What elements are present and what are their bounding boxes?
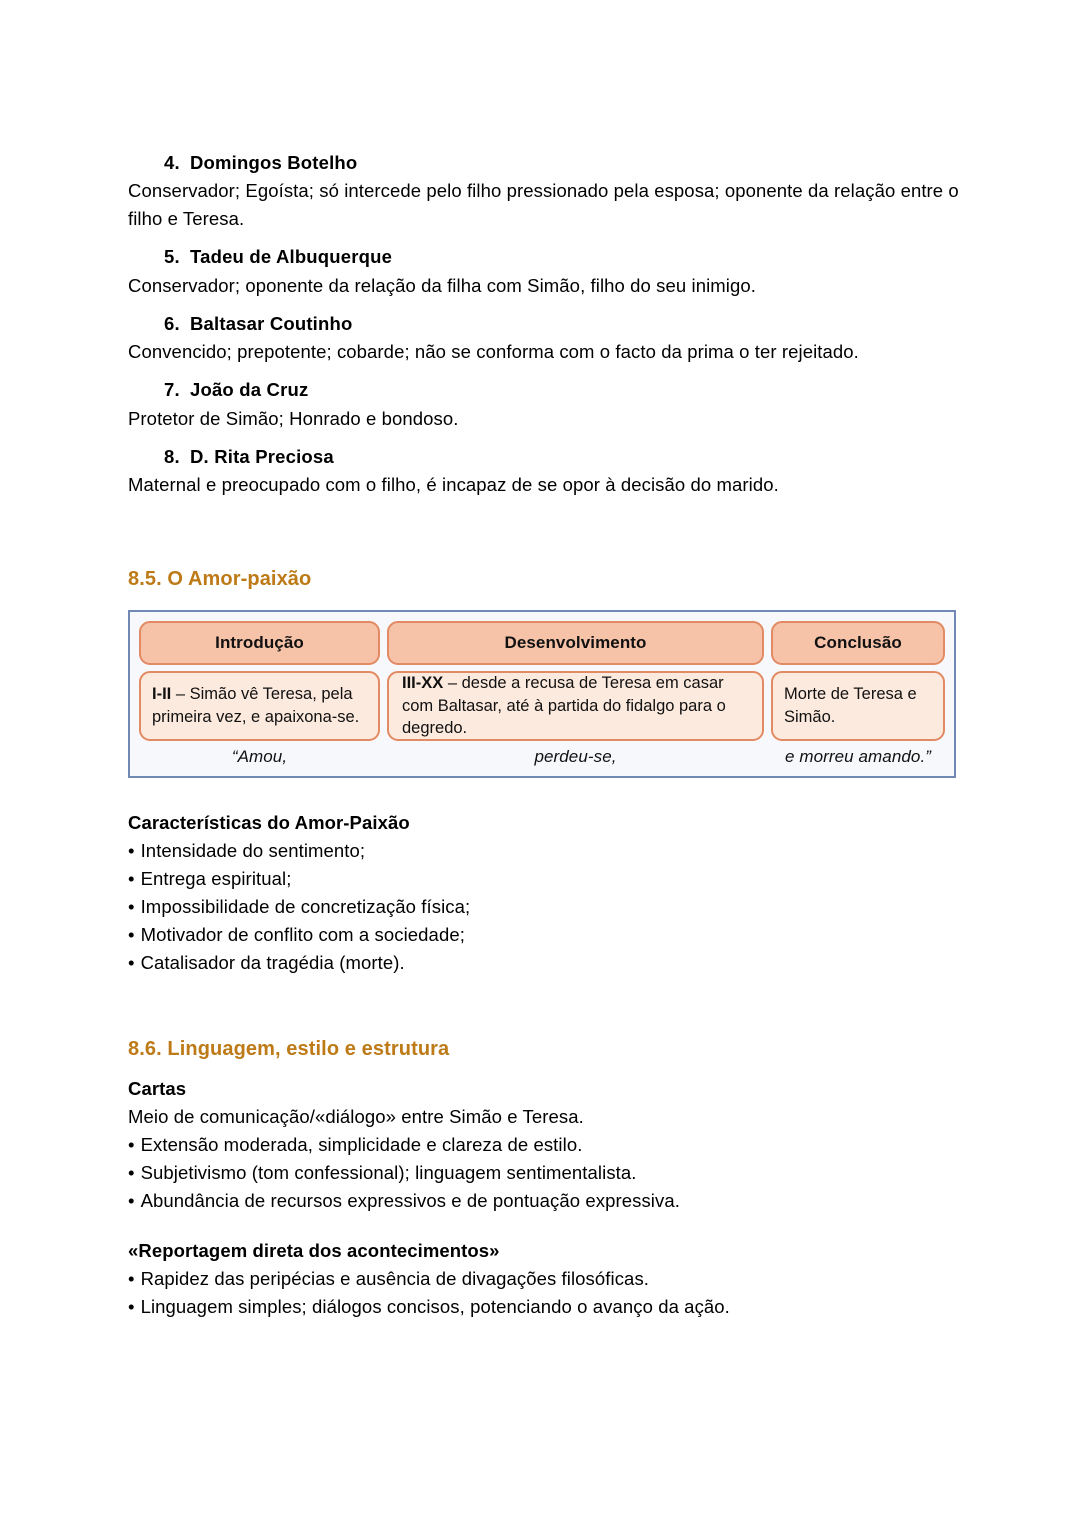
- diagram-body-label: I-II: [152, 685, 172, 704]
- diagram-body-introducao: [139, 671, 380, 741]
- spacer: [128, 510, 968, 568]
- character-name: Domingos Botelho: [190, 152, 358, 173]
- diagram-body-desenvolvimento: [387, 671, 764, 741]
- character-number: 5.: [164, 246, 180, 268]
- bullet-icon: •: [128, 1296, 135, 1318]
- diagram-quote-1: “Amou,: [231, 746, 288, 766]
- character-name: Tadeu de Albuquerque: [190, 246, 393, 268]
- diagram-header-row: [139, 621, 945, 665]
- bullet-icon: •: [128, 1190, 135, 1212]
- diagram-body-dash: –: [171, 685, 190, 704]
- character-entry: [128, 311, 968, 366]
- spacer: [128, 1061, 968, 1075]
- bullet-icon: •: [128, 1268, 135, 1290]
- bullet-icon: •: [128, 924, 135, 946]
- bullet-icon: •: [128, 1134, 135, 1156]
- characteristics-item-text: Catalisador da tragédia (morte).: [140, 952, 405, 974]
- character-name: Baltasar Coutinho: [190, 312, 353, 334]
- reportagem-item: [128, 1265, 968, 1293]
- reportagem-item-text: Linguagem simples; diálogos concisos, potenciando o avanço da ação.: [140, 1296, 730, 1318]
- characteristics-block: [128, 809, 968, 977]
- spacer: [128, 591, 968, 610]
- section-heading-85: 8.5. O Amor-paixão: [128, 567, 312, 590]
- diagram-header-desenvolvimento: Desenvolvimento: [387, 621, 764, 665]
- diagram-quote-2: perdeu-se,: [534, 746, 617, 766]
- reportagem-item-text: Rapidez das peripécias e ausência de divagações filosóficas.: [140, 1268, 650, 1290]
- bullet-icon: •: [128, 952, 135, 974]
- reportagem-heading: «Reportagem direta dos acontecimentos»: [128, 1240, 500, 1262]
- cartas-item: [128, 1159, 968, 1187]
- diagram-header-conclusao: Conclusão: [771, 621, 945, 665]
- amor-paixao-structure-diagram: [128, 610, 956, 778]
- diagram-header-introducao: Introdução: [139, 621, 380, 665]
- characteristics-item-text: Impossibilidade de concretização física;: [140, 895, 471, 917]
- characteristics-item: [128, 921, 968, 949]
- cartas-item: [128, 1131, 968, 1159]
- diagram-body-row: [139, 671, 945, 741]
- bullet-icon: •: [128, 839, 135, 861]
- reportagem-item: [128, 1293, 968, 1321]
- characteristics-item-text: Motivador de conflito com a sociedade;: [140, 924, 465, 946]
- diagram-body-conclusao: [771, 671, 945, 741]
- section-heading-86: 8.6. Linguagem, estilo e estrutura: [128, 1038, 450, 1061]
- character-number: 6.: [164, 312, 180, 334]
- page-content: [128, 150, 968, 1321]
- character-title: [164, 244, 968, 270]
- reportagem-group: [128, 1237, 968, 1321]
- cartas-lead: Meio de comunicação/«diálogo» entre Simão e Teresa.: [128, 1106, 584, 1128]
- cartas-group: [128, 1075, 968, 1215]
- cartas-item: [128, 1187, 968, 1215]
- diagram-body-text: desde a recusa de Teresa em casar com Baltasar, até à partida do fidalgo para o degredo.: [402, 673, 726, 738]
- character-entry: [128, 444, 968, 499]
- spacer: [128, 778, 968, 809]
- character-description: Conservador; Egoísta; só intercede pelo filho pressionado pela esposa; oponente da relação entre o filho e Teresa.: [128, 180, 959, 230]
- character-number: 4.: [164, 152, 180, 173]
- characteristics-item-text: Intensidade do sentimento;: [140, 839, 366, 861]
- character-description: Conservador; oponente da relação da filha com Simão, filho do seu inimigo.: [128, 274, 756, 296]
- character-description: Protetor de Simão; Honrado e bondoso.: [128, 407, 459, 429]
- character-list: [128, 150, 968, 499]
- character-name: D. Rita Preciosa: [190, 445, 334, 467]
- character-title: [164, 444, 968, 470]
- characteristics-item: [128, 865, 968, 893]
- character-number: 7.: [164, 379, 180, 401]
- cartas-item-text: Extensão moderada, simplicidade e clareza de estilo.: [140, 1134, 583, 1156]
- character-entry: [128, 150, 968, 233]
- character-title: [164, 150, 968, 176]
- character-name: João da Cruz: [190, 379, 309, 401]
- characteristics-item: [128, 893, 968, 921]
- bullet-icon: •: [128, 867, 135, 889]
- bullet-icon: •: [128, 1162, 135, 1184]
- spacer: [128, 977, 968, 1038]
- characteristics-heading: Características do Amor-Paixão: [128, 811, 410, 833]
- character-entry: [128, 244, 968, 299]
- bullet-icon: •: [128, 895, 135, 917]
- cartas-item-text: Subjetivismo (tom confessional); linguagem sentimentalista.: [140, 1162, 637, 1184]
- character-description: Convencido; prepotente; cobarde; não se conforma com o facto da prima o ter rejeitado.: [128, 341, 859, 363]
- characteristics-item-text: Entrega espiritual;: [140, 867, 292, 889]
- cartas-item-text: Abundância de recursos expressivos e de pontuação expressiva.: [140, 1190, 680, 1212]
- character-number: 8.: [164, 445, 180, 467]
- character-title: [164, 311, 968, 337]
- diagram-quote-row: [139, 741, 945, 772]
- diagram-body-text: Morte de Teresa e Simão.: [784, 685, 917, 726]
- character-description: Maternal e preocupado com o filho, é incapaz de se opor à decisão do marido.: [128, 473, 779, 495]
- character-entry: [128, 377, 968, 432]
- diagram-body-text: Simão vê Teresa, pela primeira vez, e apaixona-se.: [152, 685, 360, 726]
- characteristics-item: [128, 949, 968, 977]
- diagram-body-dash: –: [443, 673, 462, 692]
- spacer: [128, 1215, 968, 1237]
- diagram-body-label: III-XX: [402, 673, 444, 692]
- diagram-quote-3: e morreu amando.”: [784, 746, 931, 766]
- cartas-heading: Cartas: [128, 1078, 187, 1100]
- characteristics-item: [128, 837, 968, 865]
- character-title: [164, 377, 968, 403]
